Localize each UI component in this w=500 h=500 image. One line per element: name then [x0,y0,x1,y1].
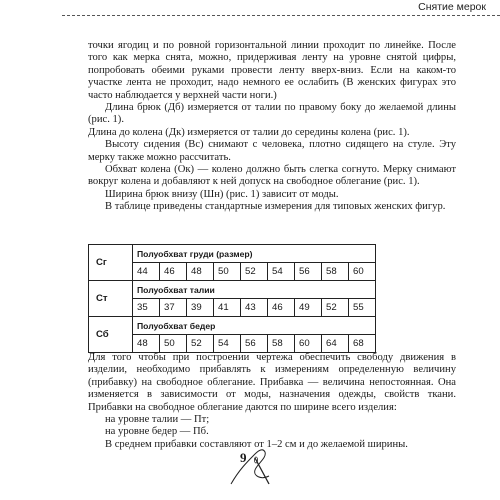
table-cell: 52 [241,263,268,281]
table-cell: 35 [133,299,160,317]
table-cell: 50 [160,335,187,353]
row-header: Полуобхват бедер [133,317,376,335]
row-label: Сб [89,317,133,353]
paragraph: В среднем прибавки составляют от 1–2 см и до желаемой ширины. [105,438,408,450]
list-item: на уровне талии — Пт; [105,414,210,426]
table-cell: 50 [214,263,241,281]
table-cell: 58 [322,263,349,281]
table-cell: 48 [187,263,214,281]
paragraph: Длина брюк (Дб) измеряется от талии по правому боку до желаемой длины (рис. 1). [88,102,456,126]
table-cell: 44 [133,263,160,281]
running-header: Снятие мерок [418,1,486,13]
table-cell: 56 [241,335,268,353]
paragraph: Высоту сидения (Вс) снимают с человека, плотно сидящего на стуле. Эту мерку также можно рассчитать. [88,139,456,163]
paragraph: Ширина брюк внизу (Шн) (рис. 1) зависит от моды. [105,188,339,200]
paragraph: Длина до колена (Дк) измеряется от талии до середины колена (рис. 1). [88,126,410,138]
table-cell: 49 [295,299,322,317]
table-header-row [89,245,376,263]
table-cell: 58 [268,335,295,353]
paragraph: Для того чтобы при построении чертежа обеспечить свободу движения в изделии, необходимо прибавлять к измерениям определенную величину (прибавку) на свободное облегание. Прибавка — величина непостоянная. Она изменяется в зависимости от моды, назначения одежды, свойств ткани. Прибавки на свободное облегание даются по ширине всего изделия: [88,352,456,413]
paragraph: В таблице приведены стандартные измерения для типовых женских фигур. [105,201,446,213]
table-cell: 52 [187,335,214,353]
table-cell: 54 [214,335,241,353]
measurements-table [88,244,376,353]
table-cell: 68 [349,335,376,353]
table-header-row [89,281,376,299]
table-row [89,335,376,353]
table-cell: 39 [187,299,214,317]
body-text-bottom [88,352,456,451]
table-cell: 43 [241,299,268,317]
row-header: Полуобхват груди (размер) [133,245,376,263]
table-row [89,299,376,317]
page-number: 9 [240,450,247,465]
table-cell: 60 [295,335,322,353]
needle-thread-icon [225,440,285,490]
table-cell: 54 [268,263,295,281]
row-label: Сг [89,245,133,281]
table-header-row [89,317,376,335]
row-label: Ст [89,281,133,317]
table-cell: 41 [214,299,241,317]
table-row [89,263,376,281]
table-cell: 48 [133,335,160,353]
paragraph: Обхват колена (Ок) — колено должно быть слегка согнуто. Мерку снимают вокруг колена и добавляют к ней допуск на свободное облегание (рис. 1). [88,164,456,188]
table-cell: 52 [322,299,349,317]
table-cell: 46 [268,299,295,317]
table-cell: 56 [295,263,322,281]
header-rule [62,15,500,16]
table-cell: 46 [160,263,187,281]
table-cell: 60 [349,263,376,281]
table-cell: 64 [322,335,349,353]
body-text-top [88,40,456,214]
row-header: Полуобхват талии [133,281,376,299]
list-item: на уровне бедер — Пб. [105,426,209,438]
table-cell: 37 [160,299,187,317]
table-cell: 55 [349,299,376,317]
paragraph: точки ягодиц и по ровной горизонтальной линии проходит по линейке. После того как мерка снята, можно, придерживая ленту на уровне снятой цифры, попробовать обеими руками провести ленту вверх-вниз. Если на каком-то участке лента не проходит, надо немного ее ослабить (В женских фигурах это часто наблюдается у верхней части ноги.) [88,40,456,101]
